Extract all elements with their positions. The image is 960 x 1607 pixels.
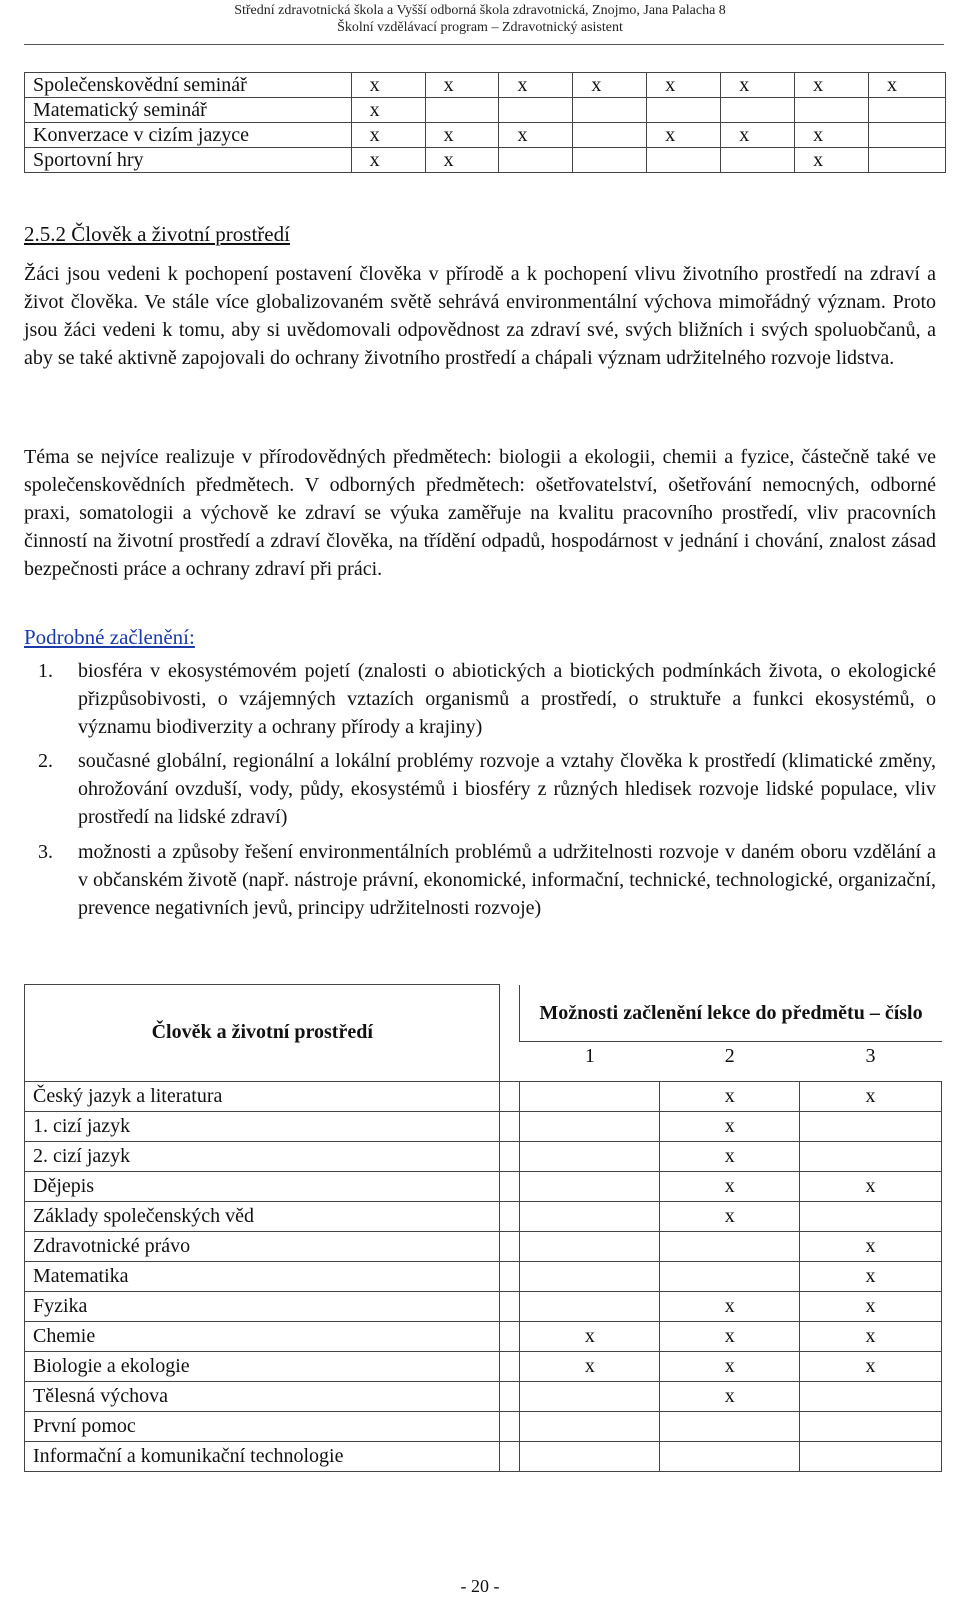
mark-cell: x — [795, 148, 869, 173]
mark-cell: x — [351, 148, 425, 173]
mark-cell: x — [800, 1321, 942, 1351]
mark-cell — [573, 98, 647, 123]
table-row — [25, 1321, 942, 1351]
table-header: Možnosti začlenění lekce do předmětu – číslo — [520, 985, 942, 1042]
page-number: - 20 - — [460, 1576, 500, 1596]
subjects-table-top — [24, 72, 946, 173]
mark-cell — [800, 1381, 942, 1411]
mark-cell: x — [425, 123, 499, 148]
mark-cell: x — [800, 1231, 942, 1261]
mark-cell: x — [660, 1141, 800, 1171]
list-number: 3. — [38, 841, 53, 863]
mark-cell: x — [800, 1351, 942, 1381]
mark-cell: x — [800, 1291, 942, 1321]
mark-cell: x — [800, 1081, 942, 1111]
mark-cell — [520, 1111, 660, 1141]
page-header — [0, 2, 960, 36]
spacer-cell — [500, 1201, 520, 1231]
subject-name: Český jazyk a literatura — [25, 1081, 500, 1111]
header-line-2: Školní vzdělávací program – Zdravotnický asistent — [337, 20, 623, 35]
table-row — [25, 1291, 942, 1321]
table-row — [25, 1141, 942, 1171]
intro-paragraph: Žáci jsou vedeni k pochopení postavení člověka v přírodě a k pochopení vlivu životního prostředí na zdraví a život člověka. Ve stále více globalizovaném světě sehrává environmentální výchova mimořádný význam. Proto jsou žáci vedeni k tomu, aby si uvědomovali odpovědnost za zdraví své, svých bližních i svých spoluobčanů, a aby se také aktivně zapojovali do ochrany životního prostředí a chápali význam udržitelného rozvoje lidstva. — [24, 263, 936, 369]
mark-cell: x — [660, 1111, 800, 1141]
mark-cell: x — [499, 123, 573, 148]
integration-table — [24, 984, 942, 1472]
header-divider — [24, 44, 944, 45]
mark-cell: x — [800, 1261, 942, 1291]
mark-cell — [800, 1141, 942, 1171]
mark-cell — [800, 1201, 942, 1231]
table-row — [25, 98, 946, 123]
mark-cell: x — [660, 1381, 800, 1411]
mark-cell: x — [721, 123, 795, 148]
mark-cell: x — [425, 73, 499, 98]
mark-cell: x — [520, 1351, 660, 1381]
spacer-cell — [500, 1081, 520, 1111]
table-row — [25, 1201, 942, 1231]
subject-name: Biologie a ekologie — [25, 1351, 500, 1381]
spacer-cell — [500, 985, 520, 1082]
table-row — [25, 1351, 942, 1381]
mark-cell — [647, 98, 721, 123]
table-row — [25, 1411, 942, 1441]
mark-cell: x — [351, 98, 425, 123]
list-number: 2. — [38, 750, 53, 772]
mark-cell — [869, 148, 946, 173]
subject-name: Sportovní hry — [25, 148, 352, 173]
mark-cell: x — [647, 123, 721, 148]
list-text: možnosti a způsoby řešení environmentálních problémů a udržitelnosti rozvoje v daném oboru vzdělání a v občanském životě (např. nástroje právní, ekonomické, informační, technické, technologické, organizační, prevence negativních jevů, principy udržitelnosti rozvoje) — [78, 841, 936, 919]
table-row — [25, 123, 946, 148]
mark-cell: x — [660, 1321, 800, 1351]
mark-cell: x — [800, 1171, 942, 1201]
spacer-cell — [500, 1381, 520, 1411]
mark-cell: x — [425, 148, 499, 173]
table-row — [25, 1441, 942, 1471]
header-line-1: Střední zdravotnická škola a Vyšší odborná škola zdravotnická, Znojmo, Jana Palacha 8 — [234, 3, 726, 18]
subject-name: Konverzace v cizím jazyce — [25, 123, 352, 148]
subsection-title: Podrobné začlenění: — [24, 625, 195, 649]
mark-cell — [869, 123, 946, 148]
section-title: 2.5.2 Člověk a životní prostředí — [24, 222, 290, 246]
spacer-cell — [500, 1111, 520, 1141]
subject-name: Fyzika — [25, 1291, 500, 1321]
spacer-cell — [500, 1261, 520, 1291]
mark-cell: x — [351, 123, 425, 148]
table-row — [25, 1231, 942, 1261]
mark-cell — [721, 148, 795, 173]
list-text: současné globální, regionální a lokální problémy rozvoje a vztahy člověka k prostředí (klimatické změny, ohrožování ovzduší, vody, půdy, ekosystémů i biosféry z různých hledisek rozvoje lidské populace, vliv prostředí na lidské zdraví) — [78, 750, 936, 828]
mark-cell — [660, 1441, 800, 1471]
mark-cell: x — [660, 1171, 800, 1201]
table-row — [25, 1111, 942, 1141]
table-row — [25, 1381, 942, 1411]
topic-paragraph: Téma se nejvíce realizuje v přírodovědných předmětech: biologii a ekologii, chemii a fyzice, částečně také ve společenskovědních předmětech. V odborných předmětech: ošetřovatelství, ošetřování nemocných, odborné praxi, somatologii a výchově ke zdraví se výuka zaměřuje na kvalitu pracovního prostředí, vliv pracovních činností na životní prostředí a zdraví člověka, na třídění odpadů, hospodárnost v jednání i chování, znalost zásad bezpečnosti práce a ochrany zdraví při práci. — [24, 446, 936, 580]
table-row — [25, 1081, 942, 1111]
mark-cell — [795, 98, 869, 123]
mark-cell — [520, 1081, 660, 1111]
mark-cell — [573, 148, 647, 173]
subject-name: První pomoc — [25, 1411, 500, 1441]
spacer-cell — [500, 1411, 520, 1441]
mark-cell — [647, 148, 721, 173]
mark-cell: x — [520, 1321, 660, 1351]
mark-cell — [800, 1441, 942, 1471]
spacer-cell — [500, 1291, 520, 1321]
table-row — [25, 148, 946, 173]
subject-name: Dějepis — [25, 1171, 500, 1201]
mark-cell — [499, 98, 573, 123]
mark-cell — [499, 148, 573, 173]
mark-cell — [425, 98, 499, 123]
list-number: 1. — [38, 660, 53, 682]
mark-cell — [520, 1141, 660, 1171]
spacer-cell — [500, 1171, 520, 1201]
subject-name: Matematický seminář — [25, 98, 352, 123]
mark-cell — [520, 1291, 660, 1321]
mark-cell — [520, 1441, 660, 1471]
mark-cell: x — [499, 73, 573, 98]
mark-cell: x — [721, 73, 795, 98]
mark-cell — [660, 1231, 800, 1261]
subject-name: Společenskovědní seminář — [25, 73, 352, 98]
mark-cell: x — [351, 73, 425, 98]
mark-cell: x — [647, 73, 721, 98]
spacer-cell — [500, 1441, 520, 1471]
spacer-cell — [500, 1141, 520, 1171]
mark-cell — [660, 1261, 800, 1291]
mark-cell: x — [795, 123, 869, 148]
table-row — [25, 1261, 942, 1291]
mark-cell — [520, 1201, 660, 1231]
table-row — [25, 1171, 942, 1201]
subject-name: Chemie — [25, 1321, 500, 1351]
table-row — [25, 73, 946, 98]
spacer-cell — [500, 1351, 520, 1381]
mark-cell — [660, 1411, 800, 1441]
mark-cell: x — [660, 1351, 800, 1381]
mark-cell — [869, 98, 946, 123]
subject-name: 1. cizí jazyk — [25, 1111, 500, 1141]
mark-cell — [520, 1171, 660, 1201]
mark-cell — [520, 1381, 660, 1411]
mark-cell: x — [869, 73, 946, 98]
mark-cell: x — [660, 1081, 800, 1111]
mark-cell — [573, 123, 647, 148]
subject-name: 2. cizí jazyk — [25, 1141, 500, 1171]
col-2-header: 2 — [724, 1044, 735, 1067]
spacer-cell — [500, 1231, 520, 1261]
mark-cell — [800, 1411, 942, 1441]
subject-name: Tělesná výchova — [25, 1381, 500, 1411]
subject-name: Matematika — [25, 1261, 500, 1291]
col-3-header: 3 — [865, 1044, 876, 1067]
mark-cell: x — [660, 1201, 800, 1231]
col-1-header: 1 — [584, 1044, 595, 1067]
mark-cell — [520, 1411, 660, 1441]
subject-name: Zdravotnické právo — [25, 1231, 500, 1261]
mark-cell — [520, 1261, 660, 1291]
spacer-cell — [500, 1321, 520, 1351]
mark-cell: x — [795, 73, 869, 98]
mark-cell — [800, 1111, 942, 1141]
table-title: Člověk a životní prostředí — [25, 985, 500, 1082]
mark-cell: x — [573, 73, 647, 98]
mark-cell — [520, 1231, 660, 1261]
mark-cell: x — [660, 1291, 800, 1321]
subject-name: Informační a komunikační technologie — [25, 1441, 500, 1471]
list-text: biosféra v ekosystémovém pojetí (znalosti o abiotických a biotických podmínkách života, o ekologické přizpůsobivosti, o vzájemných vztazích organismů a prostředí, o struktuře a funkci ekosystémů, o významu biodiverzity a ochrany přírody a krajiny) — [78, 660, 936, 738]
subject-name: Základy společenských věd — [25, 1201, 500, 1231]
mark-cell — [721, 98, 795, 123]
